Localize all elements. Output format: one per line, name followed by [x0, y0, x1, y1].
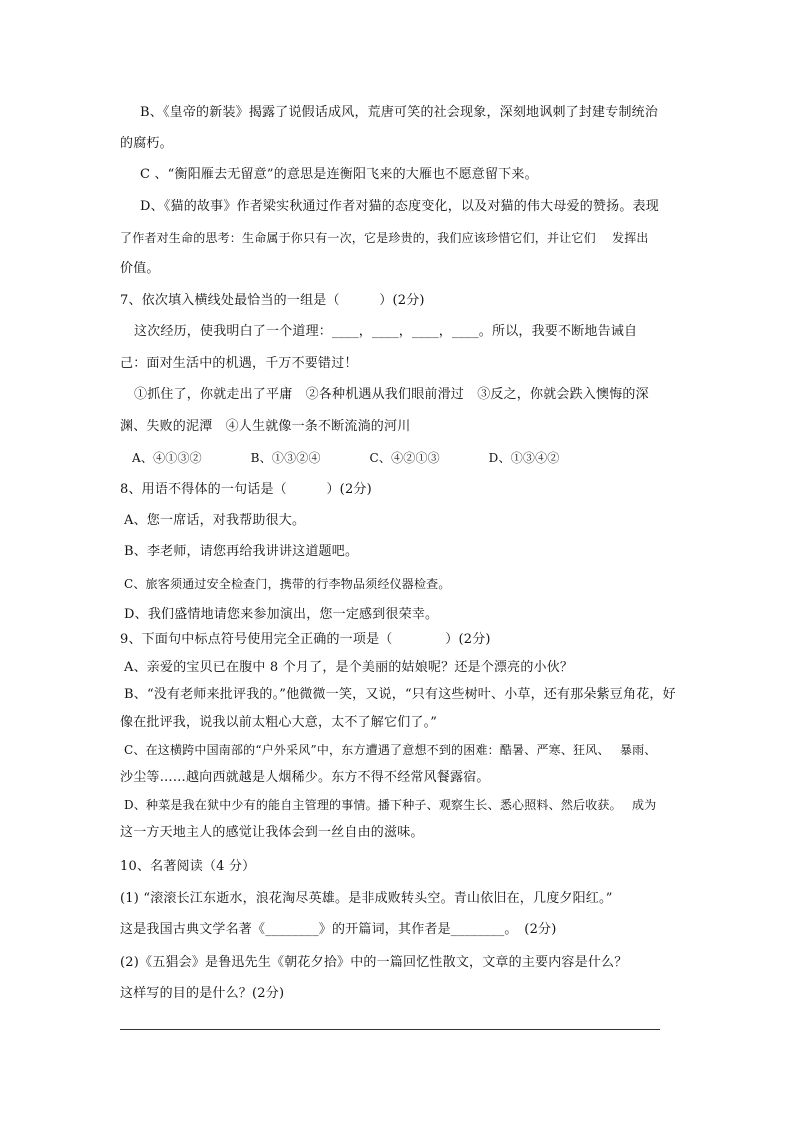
question-10-part-1-line-2: 这是我国古典文学名著《________》的开篇词，其作者是________。 (2分)	[120, 922, 557, 937]
question-9-title: 9、下面句中标点符号使用完全正确的一项是（ ）(2分)	[120, 632, 491, 647]
question-8-title: 8、用语不得体的一句话是（ ）(2分)	[120, 482, 372, 497]
option-d-line-3: 价值。	[120, 261, 160, 276]
question-9-option-c-2: 沙尘等……越向西就越是人烟稀少。东方不得不经常风餐露宿。	[120, 770, 490, 785]
question-10-part-2-line-2: 这样写的目的是什么？(2分)	[120, 986, 285, 1001]
question-8-option-c: C、旅客须通过安全检查门，携带的行李物品须经仪器检查。	[124, 577, 451, 591]
option-b-line-2: 的腐朽。	[120, 136, 173, 151]
question-8-option-a: A、您一席话，对我帮助很大。	[124, 513, 306, 528]
question-9-option-a: A、亲爱的宝贝已在腹中 8 个月了，是个美丽的姑娘呢？还是个漂亮的小伙？	[124, 660, 574, 675]
question-7-options: A、④①③② B、①③②④ C、④②①③ D、①③④②	[132, 451, 560, 465]
question-7-title: 7、依次填入横线处最恰当的一组是（ ）(2分)	[120, 293, 425, 308]
question-10-part-1-line-1: (1) “滚滚长江东逝水，浪花淘尽英雄。是非成败转头空。青山依旧在，几度夕阳红。”	[120, 891, 613, 906]
question-7-passage-2: 己：面对生活中的机遇，千万不要错过！	[120, 356, 358, 371]
question-9-option-b-1: B、“没有老师来批评我的。”他微微一笑，又说，“只有这些树叶、小草，还有那朵紫豆角花，好	[124, 687, 676, 702]
question-10-title: 10、名著阅读（4 分）	[120, 859, 256, 874]
question-8-option-b: B、李老师，请您再给我讲讲这道题吧。	[124, 544, 359, 559]
question-9-option-d-1: D、种菜是我在狱中少有的能自主管理的事情。播下种子、观察生长、悉心照料、然后收获。 成为	[124, 798, 657, 812]
option-d-line-1: D、《猫的故事》作者梁实秋通过作者对猫的态度变化，以及对猫的伟大母爱的赞扬。表现	[140, 199, 659, 214]
answer-line[interactable]	[120, 1029, 660, 1030]
question-7-passage-1: 这次经历，使我明白了一个道理：____，____，____，____。所以，我要不断地告诫自	[134, 324, 638, 339]
option-c-line: C 、“衡阳雁去无留意”的意思是连衡阳飞来的大雁也不愿意留下来。	[140, 167, 538, 182]
option-d-line-2: 了作者对生命的思考：生命属于你只有一次，它是珍贵的，我们应该珍惜它们，并让它们 发挥出	[120, 231, 649, 245]
question-8-option-d: D、我们盛情地请您来参加演出，您一定感到很荣幸。	[124, 607, 439, 622]
question-9-option-c-1: C、在这横跨中国南部的“户外采风”中，东方遭遇了意想不到的困难：酷暑、严寒、狂风、 暴雨、	[124, 743, 657, 757]
question-9-option-d-2: 这一方天地主人的感觉让我体会到一丝自由的滋味。	[120, 825, 424, 840]
option-b-line-1: B、《皇帝的新装》揭露了说假话成风，荒唐可笑的社会现象，深刻地讽刺了封建专制统治	[140, 105, 659, 120]
question-9-option-b-2: 像在批评我，说我以前太粗心大意，太不了解它们了。”	[120, 715, 438, 730]
question-10-part-2-line-1: (2)《五猖会》是鲁迅先生《朝花夕拾》中的一篇回忆性散文，文章的主要内容是什么？	[120, 955, 628, 970]
question-7-sentences-2: 渊、失败的泥潭 ④人生就像一条不断流淌的河川	[120, 419, 411, 434]
question-7-sentences-1: ①抓住了，你就走出了平庸 ②各种机遇从我们眼前滑过 ③反之，你就会跌入懊悔的深	[134, 387, 649, 402]
